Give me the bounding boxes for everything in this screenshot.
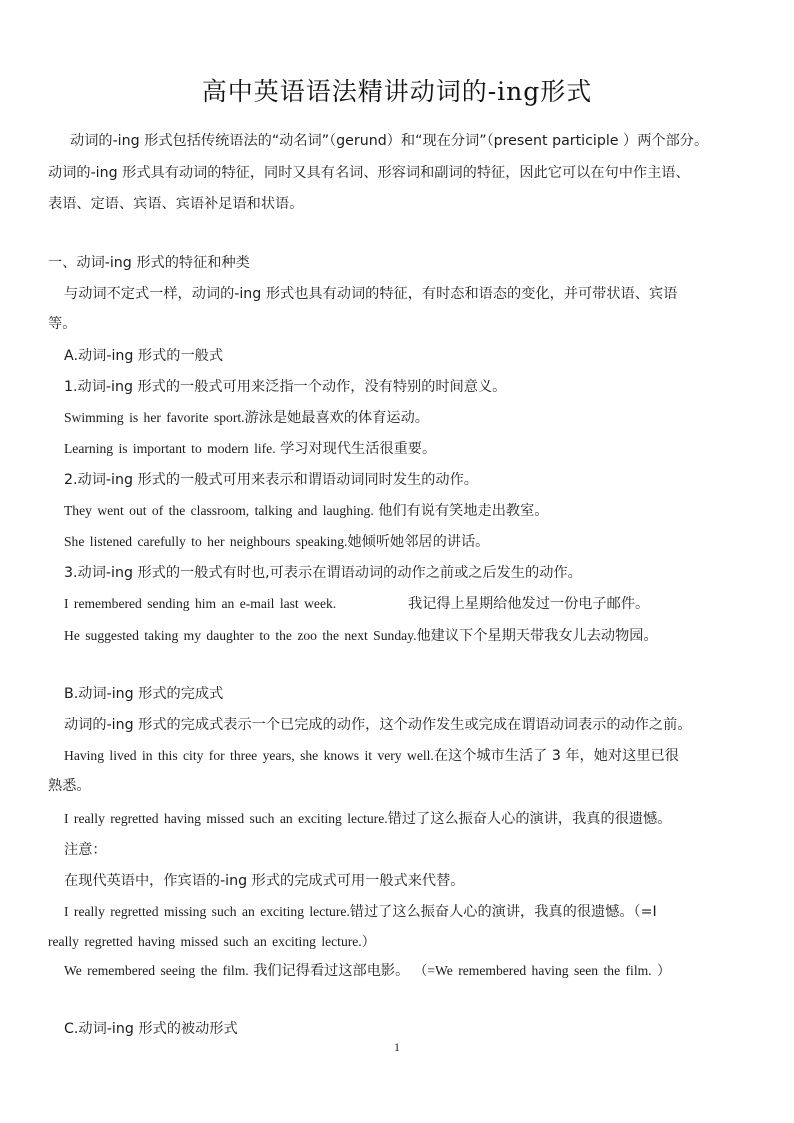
example-sentence	[64, 745, 679, 767]
subsection-a-rule-1: 1.动词-ing 形式的一般式可用来泛指一个动作，没有特别的时间意义。	[64, 379, 507, 395]
example-chinese: 在这个城市生活了 3 年，她对这里已很	[433, 748, 679, 764]
example-chinese: 她倾听她邻居的讲话。	[347, 534, 490, 550]
example-sentence	[64, 901, 657, 923]
document-title: 高中英语语法精讲动词的-ing形式	[201, 77, 593, 106]
note-text: 在现代英语中，作宾语的-ing 形式的完成式可用一般式来代替。	[64, 873, 465, 889]
example-english: We remembered seeing the film.	[64, 963, 249, 978]
example-english: Swimming is her favorite sport.	[64, 410, 245, 425]
note-label: 注意：	[64, 842, 107, 858]
example-sentence	[64, 808, 671, 830]
subsection-a-heading: A.动词-ing 形式的一般式	[64, 348, 224, 364]
section-heading-1: 一、动词-ing 形式的特征和种类	[48, 255, 250, 271]
section1-para-line-1: 与动词不定式一样，动词的-ing 形式也具有动词的特征，有时态和语态的变化，并可带状语、宾语	[64, 286, 678, 302]
example-sentence	[64, 531, 489, 553]
example-english: He suggested taking my daughter to the zoo the next Sunday.	[64, 628, 417, 643]
subsection-a-rule-3: 3.动词-ing 形式的一般式有时也,可表示在谓语动词的动作之前或之后发生的动作。	[64, 565, 582, 581]
subsection-b-heading: B.动词-ing 形式的完成式	[64, 686, 224, 702]
intro-line-1: 动词的-ing 形式包括传统语法的“动名词”（gerund）和“现在分词”（present participle ）两个部分。	[70, 133, 709, 149]
example-english: I really regretted missing such an exciting lecture.	[64, 904, 350, 919]
example-chinese-translation	[408, 593, 649, 615]
example-chinese: 游泳是她最喜欢的体育运动。	[244, 410, 429, 426]
example-english: I really regretted having missed such an exciting lecture.	[64, 811, 388, 826]
example-sentence	[64, 438, 436, 460]
subsection-b-rule: 动词的-ing 形式的完成式表示一个已完成的动作，这个动作发生或完成在谓语动词表示的动作之前。	[64, 717, 692, 733]
section1-para-line-2: 等。	[48, 316, 77, 332]
example-continuation: 熟悉。	[48, 778, 91, 794]
example-english: I remembered sending him an e-mail last week.	[64, 596, 337, 611]
example-english: Learning is important to modern life.	[64, 441, 276, 456]
example-sentence	[64, 407, 429, 429]
example-chinese: 我们记得看过这部电影。	[253, 963, 410, 979]
example-chinese: 错过了这么振奋人心的演讲，我真的很遗憾。（=I	[349, 904, 657, 920]
example-chinese: 学习对现代生活很重要。	[280, 441, 437, 457]
example-sentence	[64, 500, 549, 522]
example-english-alternative: （=We remembered having seen the film. ）	[413, 963, 671, 978]
intro-line-2: 动词的-ing 形式具有动词的特征，同时又具有名词、形容词和副词的特征，因此它可以在句中作主语、	[48, 165, 690, 181]
example-continuation: really regretted having missed such an exciting lecture.）	[48, 934, 376, 949]
page-number: 1	[394, 1040, 400, 1054]
intro-line-3: 表语、定语、宾语、宾语补足语和状语。	[48, 196, 304, 212]
example-sentence	[64, 960, 671, 982]
example-chinese: 他们有说有笑地走出教室。	[378, 503, 549, 519]
example-english: Having lived in this city for three years, she knows it very well.	[64, 748, 434, 763]
subsection-a-rule-2: 2.动词-ing 形式的一般式可用来表示和谓语动词同时发生的动作。	[64, 472, 478, 488]
example-sentence	[64, 625, 658, 647]
example-chinese: 错过了这么振奋人心的演讲，我真的很遗憾。	[387, 811, 672, 827]
example-chinese: 他建议下个星期天带我女儿去动物园。	[416, 628, 658, 644]
example-sentence	[64, 593, 336, 615]
example-english: They went out of the classroom, talking and laughing.	[64, 503, 374, 518]
example-chinese: 我记得上星期给他发过一份电子邮件。	[408, 596, 650, 612]
subsection-c-heading: C.动词-ing 形式的被动形式	[64, 1021, 238, 1037]
example-english: She listened carefully to her neighbours speaking.	[64, 534, 348, 549]
